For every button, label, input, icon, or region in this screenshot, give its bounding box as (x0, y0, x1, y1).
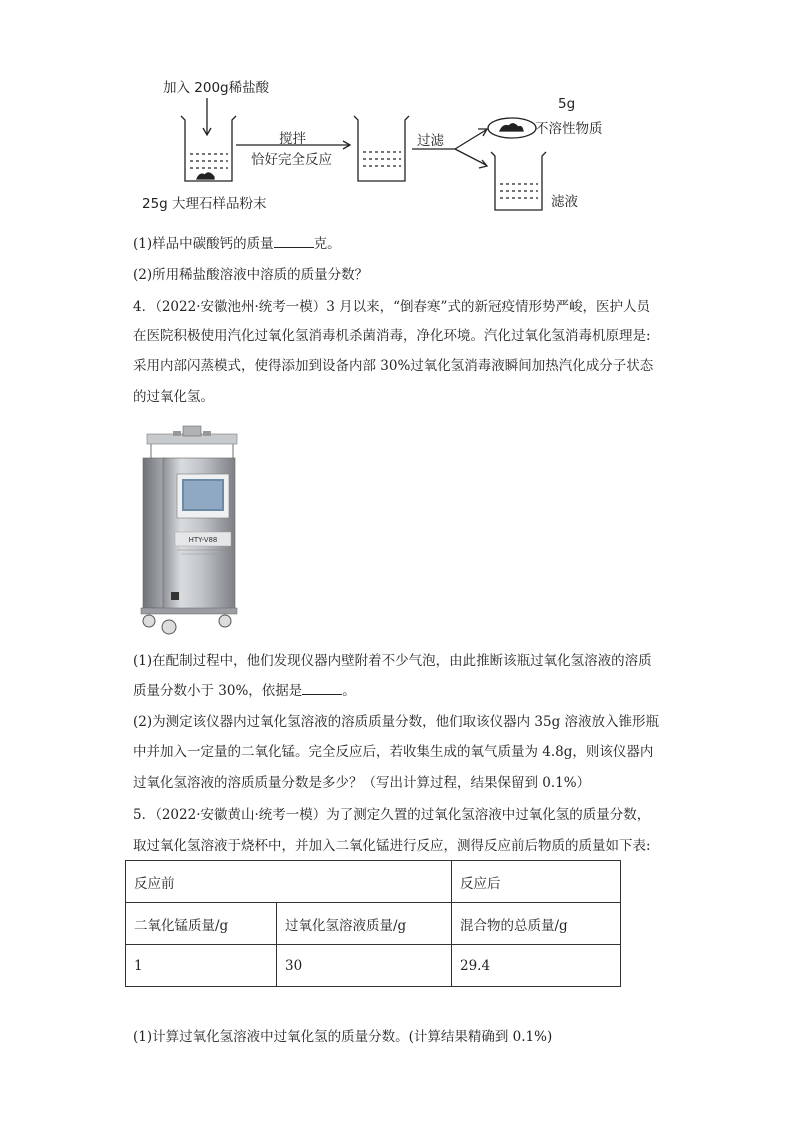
label-stir: 搅拌 (279, 131, 306, 147)
q5-part1: (1)计算过氧化氢溶液中过氧化氢的质量分数。(计算结果精确到 0.1%) (133, 1029, 553, 1045)
table-header-after: 反应后 (452, 861, 621, 903)
q4-stem-line3: 采用内部闪蒸模式，使得添加到设备内部 30%过氧化氢消毒液瞬间加热汽化成分子状态 (133, 358, 654, 374)
reaction-diagram (0, 0, 794, 230)
q4-part1-line1: (1)在配制过程中，他们发现仪器内壁附着不少气泡，由此推断该瓶过氧化氢溶液的溶质 (133, 653, 652, 669)
q5-stem-line2: 取过氧化氢溶液于烧杯中，并加入二氧化锰进行反应，测得反应前后物质的质量如下表: (133, 838, 651, 854)
label-add-acid: 加入 200g稀盐酸 (163, 80, 270, 96)
stir-arrow-icon (236, 141, 350, 149)
label-filtrate: 滤液 (551, 194, 578, 210)
label-sample: 25g 大理石样品粉末 (142, 196, 267, 212)
label-mass-5g: 5g (558, 96, 576, 112)
table-cell: 二氧化锰质量/g (126, 903, 277, 945)
beaker-icon-2 (354, 116, 409, 181)
add-acid-arrow-icon (203, 98, 211, 135)
table-cell: 1 (126, 945, 277, 987)
q4-part1-line2-suffix: 。 (342, 683, 356, 699)
q3-part1-suffix: 克。 (313, 236, 341, 252)
q4-part2-line1: (2)为测定该仪器内过氧化氢溶液的溶质质量分数，他们取该仪器内 35g 溶液放入锥形瓶 (133, 714, 660, 730)
table-cell: 29.4 (452, 945, 621, 987)
q3-part1-text: (1)样品中碳酸钙的质量 (133, 236, 274, 252)
label-filter: 过滤 (417, 133, 444, 149)
table-row (126, 945, 621, 987)
beaker-icon-3 (491, 152, 546, 210)
label-insoluble: 不溶性物质 (535, 121, 603, 137)
table-cell: 混合物的总质量/g (452, 903, 621, 945)
machine-label: HTY-V88 (188, 536, 218, 544)
q4-stem-line4: 的过氧化氢。 (133, 389, 214, 405)
q4-part2-line3: 过氧化氢溶液的溶质质量分数是多少？（写出计算过程，结果保留到 0.1%） (133, 775, 591, 791)
filter-paper-icon (488, 118, 536, 138)
q5-stem-line1: 5．（2022·安徽黄山·统考一模）为了测定久置的过氧化氢溶液中过氧化氢的质量分数， (133, 807, 651, 823)
table-cell: 过氧化氢溶液质量/g (277, 903, 452, 945)
q4-part1-line2 (133, 680, 356, 701)
q4-stem-line2: 在医院积极使用汽化过氧化氢消毒机杀菌消毒，净化环境。汽化过氧化氢消毒机原理是: (133, 328, 651, 344)
answer-blank[interactable] (274, 233, 314, 248)
q4-stem-line1: 4．（2022·安徽池州·统考一模）3 月以来，“倒春寒”式的新冠疫情形势严峻，医护人员 (133, 299, 650, 315)
q4-part2-line2: 中并加入一定量的二氧化锰。完全反应后，若收集生成的氧气质量为 4.8g，则该仪器内 (133, 744, 654, 760)
table-row (126, 903, 621, 945)
mass-data-table (125, 860, 621, 987)
label-react: 恰好完全反应 (251, 152, 332, 168)
branch-arrow-up-icon (455, 129, 487, 149)
q3-part2: (2)所用稀盐酸溶液中溶质的质量分数？ (133, 267, 369, 283)
answer-blank[interactable] (302, 680, 342, 695)
table-header-before: 反应前 (126, 861, 452, 903)
beaker-icon-1 (181, 116, 236, 181)
q3-part1 (133, 233, 341, 254)
q4-part1-line2-text: 质量分数小于 30%，依据是 (133, 683, 303, 699)
table-cell: 30 (277, 945, 452, 987)
table-row (126, 861, 621, 903)
branch-arrow-down-icon (455, 149, 487, 168)
disinfection-machine-image (133, 424, 243, 636)
